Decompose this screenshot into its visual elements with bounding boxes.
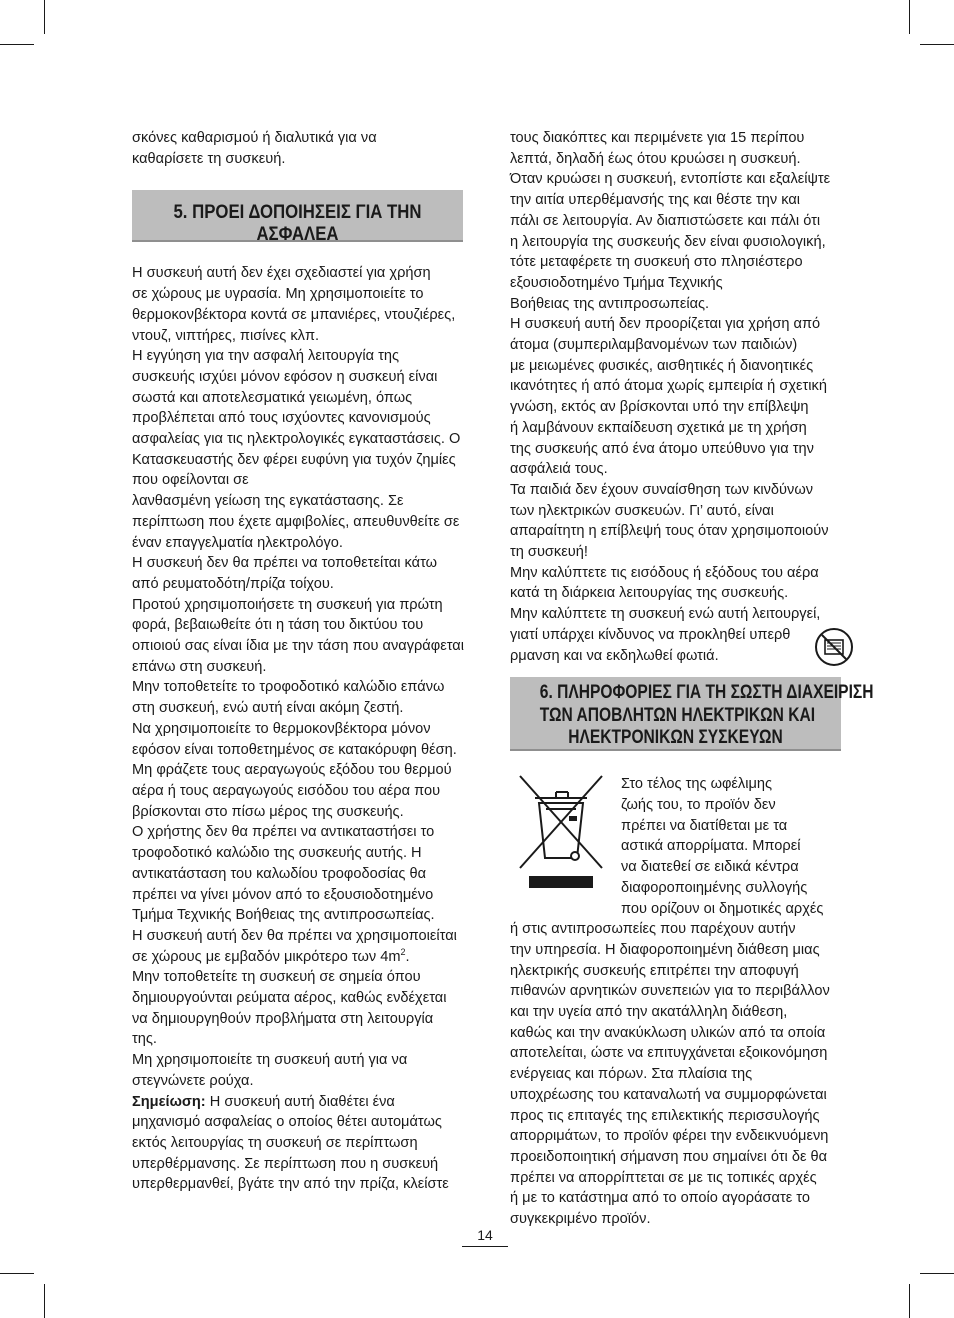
note-line: Σημείωση: Η συσκευή αυτή διαθέτει ένα — [132, 1093, 395, 1110]
weee-text: Στο τέλος της ωφέλιμης ζωής του, το προϊόν δεν πρέπει να διατίθεται με τα αστικά απορρίματα. Μπορεί να διατεθεί σε ειδικά κέντρα διαφοροποιημένης συλλογής που ορίζουν οι δημοτικές αρχές ή στις αντιπροσωπείες που παρέχουν αυτήν την υπηρεσία. Η διαφοροποιημένη διάθεση μιας ηλεκτρικής συσκευής επιτρέπει την αποφυγή πιθανών αρνητικών συνεπειών για το περιβάλλον και την υγεία από την ακατάλληλη διάθεση, καθώς και την ανακύκλωση υλικών από τα οποία αποτελείται, ώστε να επιτυγχάνεται εξοικονόμηση ενέργειας και πόρων. Στα πλαίσια της υποχρέωσης του καταναλωτή να συμμορφώνεται προς τις επιταγές της επιλεκτικής περισσυλογής απορριμάτων, το προϊόν φέρει την ενδεικνυόμενη προειδοποιητική σήμανση που σημαίνει ότι δε θα πρέπει να απορρίπτεται σε με τις τοπικές αρχές ή με το κατάστημα από το οποίο αγοράσατε το συγκεκριμένο προϊόν. — [510, 774, 870, 1229]
left-column — [132, 128, 482, 1195]
intro-text: σκόνες καθαρισμού ή διαλυτικά για να καθαρίσετε τη συσκευή. — [132, 130, 377, 167]
section-6-heading: 6. ΠΛΗΡΟΦΟΡΙΕΣ ΓΙΑ ΤΗ ΣΩΣΤΗ ΔΙΑΧΕΙΡΙΣΗ ΤΩΝ ΑΠΟΒΛΗΤΩΝ ΗΛΕΚΤΡΙΚΩΝ ΚΑΙ ΗΛΕΚΤΡΟΝΙΚΩΝ ΣΥΣΚΕΥΩΝ — [510, 677, 841, 751]
weee-side-text: Στο τέλος της ωφέλιμης ζωής του, το προϊόν δεν πρέπει να διατίθεται με τα αστικά απορρίματα. Μπορεί να διατεθεί σε ειδικά κέντρα διαφοροποιημένης συλλογής που ορίζουν οι δημοτικές αρχές — [621, 776, 824, 917]
crossed-out-wheelie-bin-icon — [516, 772, 606, 890]
crop-mark — [920, 44, 954, 45]
crop-mark — [0, 44, 34, 45]
crop-mark — [920, 1273, 954, 1274]
page-number: 14 — [462, 1226, 508, 1247]
section-5-heading: 5. ΠΡΟΕΙ ΔΟΠΟΙΗΣΕΙΣ ΓΙΑ ΤΗΝ ΑΣΦΑΛΕΑ — [132, 190, 463, 242]
area-line: σε χώρους με εμβαδόν μικρότερο των $4m^2$. — [132, 946, 410, 965]
crop-mark — [909, 0, 910, 34]
crop-mark — [909, 1284, 910, 1318]
right-column — [510, 128, 874, 1230]
do-not-cover-icon — [814, 627, 854, 667]
crop-mark — [44, 0, 45, 34]
crop-mark — [0, 1273, 34, 1274]
safety-text: Η συσκευή αυτή δεν έχει σχεδιαστεί για χρήση σε χώρους με υγρασία. Μη χρησιμοποιείτε το θερμοκονβέκτορα κοντά σε μπανιέρες, ντουζιέρες, ντουζ, νιπτήρες, πισίνες κλπ. Η εγγύηση για την ασφαλή λειτουργία της συσκευής ισχύει μόνον εφόσον η συσκευή είναι σωστά και αποτελεσματικά γειωμένη, όπως προβλέπεται από τους ισχύοντες κανονισμούς ασφαλείας για τις ηλεκτρολογικές εγκαταστάσεις. Ο Κατασκευαστής δεν φέρει ευφύνη για τυχόν ζημίες που οφείλονται σε λανθασμένη γείωση της εγκατάστασης. Σε περίπτωση που έχετε αμφιβολίες, απευθυνθείτε σε έναν επαγγελματία ηλεκτρολόγο. Η συσκευή δεν θα πρέπει να τοποθετείται κάτω από ρευματοδότη/πρίζα τοίχου. Προτού χρησιμοποιήσετε τη συσκευή για πρώτη φορά, βεβαιωθείτε ότι η τάση του δικτύου του οπιοιού σας είναι ίδια με την τάση που αναγράφεται επάνω στη συσκευή. Μην τοποθετείτε το τροφοδοτικό καλώδιο επάνω στη συσκευή, ενώ αυτή είναι ακόμη ζεστή. Να χρησιμοποιείτε το θερμοκονβέκτορα μόνον εφόσον είναι τοποθετημένος σε κατακόρυφη θέση. Μη φράζετε τους αεραγωγούς εξόδου του θερμού αέρα ή τους αεραγωγούς εισόδου του αέρα που βρίσκονται στο πίσω μέρος της συσκευής. Ο χρήστης δεν θα πρέπει να αντικαταστήσει το τροφοδοτικό καλώδιο της συσκευής αυτής. Η αντικατάσταση του καλωδίου τροφοδοσίας θα πρέπει να γίνει μόνον από το εξουσιοδοτημένο Τμήμα Τεχνικής Βοήθειας της αντιπροσωπείας. Η συσκευή αυτή δεν θα πρέπει να χρησιμοποιείται σε χώρους με εμβαδόν μικρότερο των $4m^2$. Μην τοποθετείτε τη συσκευή σε σημεία όπου δημιουργούνται ρεύματα αέρος, καθώς ενδέχεται να δημιουργηθούν προβλήματα στη λειτουργία της. Μη χρησιμοποιείτε τη συσκευή αυτή για να στεγνώνετε ρούχα. Σημείωση: Η συσκευή αυτή διαθέτει ένα μηχανισμό ασφαλείας ο οποίος θέτει αυτομάτως εκτός λειτουργίας τη συσκευή σε περίπτωση υπερθέρμανσης. Σε περίπτωση που η συσκευή υπερθερμανθεί, βγάτε την από την πρίζα, κλείστε — [132, 263, 482, 1195]
crop-mark — [44, 1284, 45, 1318]
note-label: Σημείωση: — [132, 1093, 206, 1110]
overheat-text: τους διακόπτες και περιμένετε για 15 περίπου λεπτά, δηλαδή έως ότου κρυώσει η συσκευή. Όταν κρυώσει η συσκευή, εντοπίστε και εξαλείψτε την αιτία υπερθέμανσής της και θέστε την και πάλι σε λειτουργία. Αν διαπιστώσετε και πάλι ότι η λειτουργία της συσκευής δεν είναι φυσιολογική, τότε μεταφέρετε τη συσκευή στο πλησιέστερο εξουσιοδοτημένο Τμήμα Τεχνικής Βοήθειας της αντιπροσωπείας. Η συσκευή αυτή δεν προορίζεται για χρήση από άτομα (συμπεριλαμβανομένων των παιδιών) με μειωμένες φυσικές, αισθητικές ή διανοητικές ικανότητες ή από άτομα χωρίς εμπειρία ή σχετική γνώση, εκτός αν βρίσκονται υπό την επίβλεψη ή λαμβάνουν εκπαίδευση σχετικά με τη χρήση της συσκευής από ένα άτομο υπεύθυνο για την ασφάλειά τους. Τα παιδιά δεν έχουν συναίσθηση των κινδύνων των ηλεκτρικών συσκευών. Γι’ αυτό, είναι απαραίτητη η επίβλεψή τους όταν χρησιμοποιούν τη συσκευή! Μην καλύπτετε τις εισόδους ή εξόδους του αέρα κατά τη διάρκεια λειτουργίας της συσκευής. Μην καλύπτετε τη συσκευή ενώ αυτή λειτουργεί, γιατί υπάρχει κίνδυνος να προκληθεί υπερθ ρμανση και να εκδηλωθεί φωτιά. — [510, 130, 831, 664]
